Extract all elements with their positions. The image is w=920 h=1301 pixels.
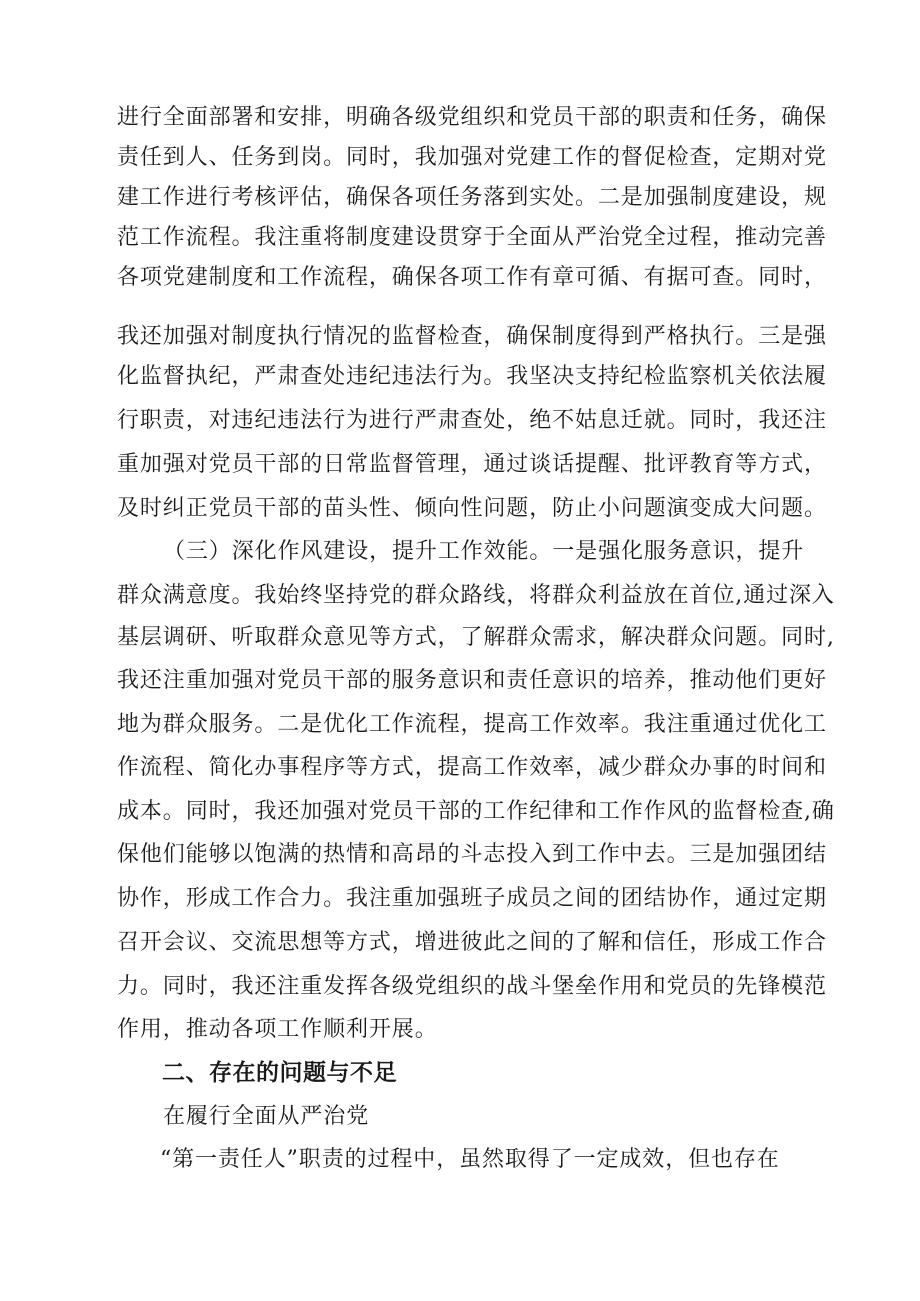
text-line: 各项党建制度和工作流程，确保各项工作有章可循、有据可查。同时， (117, 265, 827, 290)
text-line: 及时纠正党员干部的苗头性、倾向性问题，防止小问题演变成大问题。 (117, 496, 827, 521)
text-line: 进行全面部署和安排，明确各级党组织和党员干部的职责和任务，确保 (117, 105, 827, 130)
text-line: 在履行全面从严治党 (163, 1104, 370, 1129)
text-line: 责任到人、任务到岗。同时，我加强对党建工作的督促检查，定期对党 (117, 145, 827, 170)
text-line: 建工作进行考核评估，确保各项任务落到实处。二是加强制度建设，规 (117, 185, 827, 210)
text-line: 我还加强对制度执行情况的监督检查，确保制度得到严格执行。三是强 (117, 324, 827, 349)
text-line: “第一责任人”职责的过程中，虽然取得了一定成效，但也存在 (160, 1147, 780, 1172)
text-line: 群众满意度。我始终坚持党的群众路线，将群众利益放在首位,通过深入 (117, 583, 835, 608)
text-line: 重加强对党员干部的日常监督管理，通过谈话提醒、批评教育等方式， (117, 452, 827, 477)
text-line: 力。同时，我还注重发挥各级党组织的战斗堡垒作用和党员的先锋模范 (117, 974, 827, 999)
section-heading: 二、存在的问题与不足 (162, 1060, 397, 1086)
text-line: 作流程、简化办事程序等方式，提高工作效率，减少群众办事的时间和 (117, 755, 827, 780)
text-line: 协作，形成工作合力。我注重加强班子成员之间的团结协作，通过定期 (117, 886, 827, 911)
text-line: 化监督执纪，严肃查处违纪违法行为。我坚决支持纪检监察机关依法履 (117, 364, 827, 389)
text-line: 成本。同时，我还加强对党员干部的工作纪律和工作作风的监督检查,确 (117, 799, 835, 824)
text-line: 我还注重加强对党员干部的服务意识和责任意识的培养，推动他们更好 (117, 668, 827, 693)
text-line: 范工作流程。我注重将制度建设贯穿于全面从严治党全过程，推动完善 (117, 225, 827, 250)
text-line: 地为群众服务。二是优化工作流程，提高工作效率。我注重通过优化工 (117, 712, 827, 737)
text-line: 保他们能够以饱满的热情和高昂的斗志投入到工作中去。三是加强团结 (117, 842, 827, 867)
text-line: 基层调研、听取群众意见等方式，了解群众需求，解决群众问题。同时, (117, 625, 835, 650)
text-line: 作用，推动各项工作顺利开展。 (117, 1017, 438, 1042)
paragraph-start-line: （三）深化作风建设，提升工作效能。一是强化服务意识，提升 (163, 539, 805, 564)
text-line: 召开会议、交流思想等方式，增进彼此之间的了解和信任，形成工作合 (117, 930, 827, 955)
text-line: 行职责，对违纪违法行为进行严肃查处，绝不姑息迁就。同时，我还注 (117, 408, 827, 433)
